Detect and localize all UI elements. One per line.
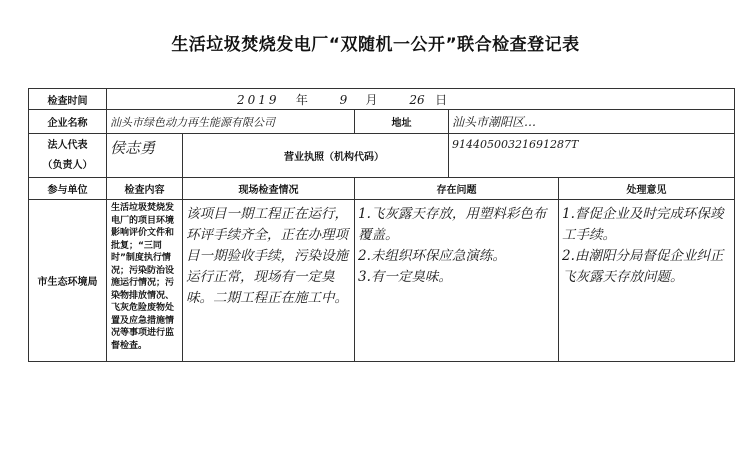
year-value: 2019 bbox=[237, 92, 280, 107]
page-title: 生活垃圾焚烧发电厂“双随机一公开”联合检查登记表 bbox=[171, 35, 580, 55]
company-name-label: 企业名称 bbox=[29, 110, 107, 134]
issues-text: 1.飞灰露天存放，用塑料彩色布覆盖。 2.未组织环保应急演练。 3.有一定臭味。 bbox=[355, 200, 559, 362]
participant-unit: 市生态环境局 bbox=[29, 200, 107, 362]
license-label: 营业执照（机构代码） bbox=[183, 134, 449, 178]
participant-header: 参与单位 bbox=[29, 178, 107, 200]
day-value: 26 bbox=[409, 92, 425, 107]
month-unit: 月 bbox=[365, 92, 378, 107]
address-label: 地址 bbox=[355, 110, 449, 134]
company-name-value: 汕头市绿色动力再生能源有限公司 bbox=[107, 110, 355, 134]
legal-rep-label bbox=[29, 134, 107, 178]
month-value: 9 bbox=[339, 92, 348, 107]
content-text: 生活垃圾焚烧发电厂的项目环境影响评价文件和批复；“三同时”制度执行情况；污染防治设施运行情况；污染物排放情况、飞灰危险废物处置及应急措施情况等事项进行监督检查。 bbox=[107, 200, 183, 362]
inspection-form-table bbox=[28, 88, 735, 362]
legal-rep-value: 侯志勇 bbox=[107, 134, 183, 178]
issues-header: 存在问题 bbox=[355, 178, 559, 200]
day-unit: 日 bbox=[435, 92, 448, 107]
onsite-header: 现场检查情况 bbox=[183, 178, 355, 200]
year-unit: 年 bbox=[295, 92, 308, 107]
legal-rep-label-line1: 法人代表 bbox=[47, 139, 88, 151]
address-value: 汕头市潮阳区… bbox=[449, 110, 735, 134]
check-time-value bbox=[107, 89, 735, 110]
license-value: 91440500321691287T bbox=[449, 134, 735, 178]
onsite-text: 该项目一期工程正在运行，环评手续齐全，正在办理项目一期验收手续，污染设施运行正常，现场有一定臭味。二期工程正在施工中。 bbox=[183, 200, 355, 362]
legal-rep-label-line2: （负责人） bbox=[42, 159, 93, 171]
opinion-header: 处理意见 bbox=[559, 178, 735, 200]
opinion-text: 1.督促企业及时完成环保竣工手续。 2.由潮阳分局督促企业纠正飞灰露天存放问题。 bbox=[559, 200, 735, 362]
check-time-label: 检查时间 bbox=[29, 89, 107, 110]
content-header: 检查内容 bbox=[107, 178, 183, 200]
